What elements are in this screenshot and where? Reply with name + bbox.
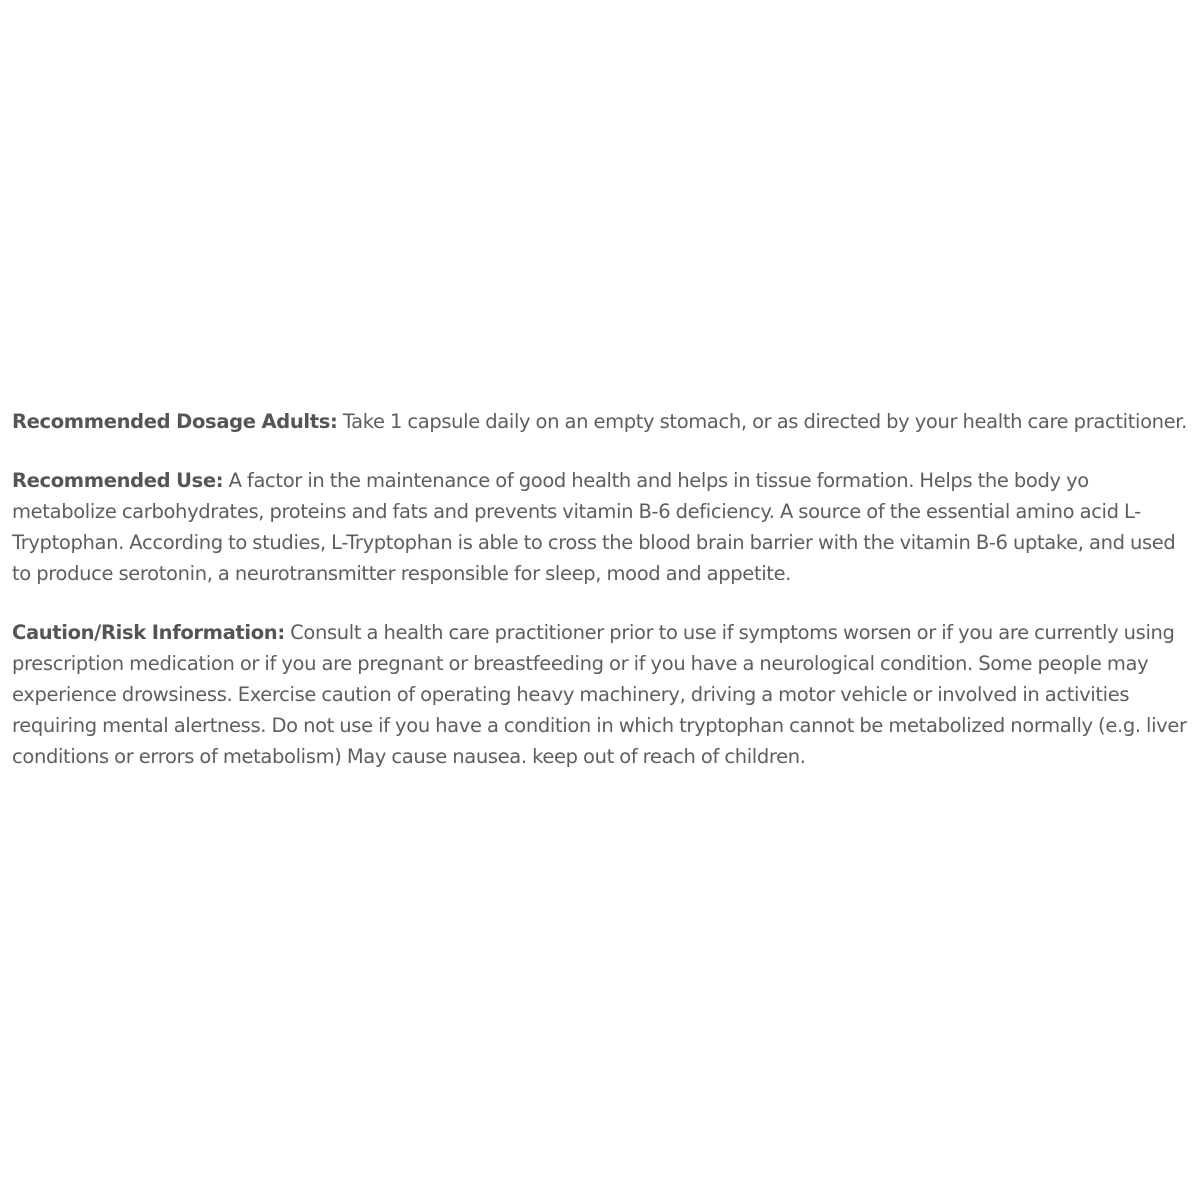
dosage-label: Recommended Dosage Adults:	[12, 410, 338, 433]
recommended-use-paragraph	[12, 465, 1190, 589]
dosage-paragraph	[12, 406, 1190, 437]
caution-label: Caution/Risk Information:	[12, 621, 285, 644]
recommended-use-label: Recommended Use:	[12, 469, 224, 492]
product-info-text	[12, 406, 1190, 800]
caution-paragraph	[12, 617, 1190, 772]
dosage-text: Take 1 capsule daily on an empty stomach, or as directed by your health care practitioner.	[337, 410, 1188, 433]
recommended-use-text: A factor in the maintenance of good health and helps in tissue formation. Helps the body yo metabolize carbohydrates, proteins and fats and prevents vitamin B-6 deficiency. A source of the essential amino acid L-Tryptophan. According to studies, L-Tryptophan is able to cross the blood brain barrier with the vitamin B-6 uptake, and used to produce serotonin, a neurotransmitter responsible for sleep, mood and appetite.	[12, 469, 1176, 585]
caution-text: Consult a health care practitioner prior to use if symptoms worsen or if you are currently using prescription medication or if you are pregnant or breastfeeding or if you have a neurological condition. Some people may experience drowsiness. Exercise caution of operating heavy machinery, driving a motor vehicle or involved in activities requiring mental alertness. Do not use if you have a condition in which tryptophan cannot be metabolized normally (e.g. liver conditions or errors of metabolism) May cause nausea. keep out of reach of children.	[12, 621, 1187, 768]
